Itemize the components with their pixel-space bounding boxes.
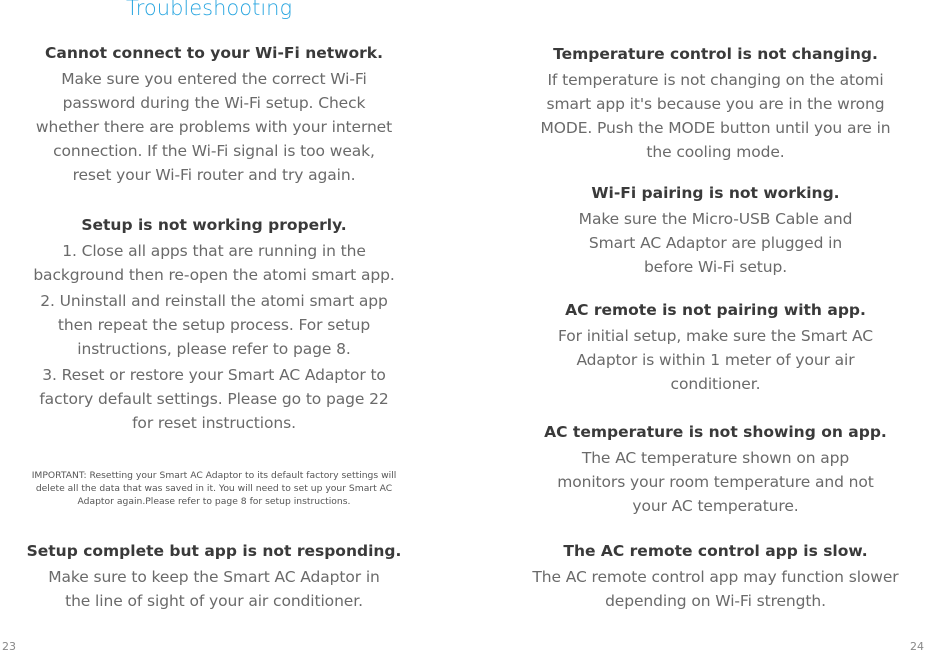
section-app-not-responding — [0, 540, 428, 613]
section-heading: Setup complete but app is not responding. — [26, 542, 402, 560]
section-heading: Wi-Fi pairing is not working. — [591, 184, 840, 202]
section-app-slow — [505, 540, 926, 613]
section-body: If temperature is not changing on the atomi smart app it's because you are in the wrong MODE. Push the MODE button until you are in the cooling mode. — [540, 71, 891, 161]
section-heading: AC temperature is not showing on app. — [544, 423, 887, 441]
section-body: The AC remote control app may function slower depending on Wi-Fi strength. — [532, 568, 899, 610]
section-heading: AC remote is not pairing with app. — [565, 301, 866, 319]
section-body: The AC temperature shown on app monitors your room temperature and not your AC temperature. — [557, 449, 874, 515]
page-number-right: 24 — [910, 640, 924, 653]
section-heading: Temperature control is not changing. — [553, 45, 878, 63]
section-wifi-pairing — [505, 182, 926, 279]
section-body: Make sure you entered the correct Wi-Fi password during the Wi-Fi setup. Check whether there are problems with your internet connection. If the Wi-Fi signal is too weak, reset your Wi-Fi router and try again. — [35, 70, 393, 184]
section-temp-control — [505, 43, 926, 164]
important-text: IMPORTANT: Resetting your Smart AC Adaptor to its default factory settings will delete all the data that was saved in it. You will need to set up your Smart AC Adaptor again.Please refer to page 8 for setup instructions. — [31, 470, 397, 507]
setup-step-2: 2. Uninstall and reinstall the atomi smart app then repeat the setup process. For setup instructions, please refer to page 8. — [40, 292, 388, 358]
section-heading: Setup is not working properly. — [81, 216, 347, 234]
section-temp-showing — [505, 421, 926, 518]
section-heading: The AC remote control app is slow. — [563, 542, 868, 560]
section-body: Make sure to keep the Smart AC Adaptor in the line of sight of your air conditioner. — [48, 568, 380, 610]
page-number-left: 23 — [2, 640, 16, 653]
section-remote-pairing — [505, 299, 926, 396]
setup-step-1: 1. Close all apps that are running in the background then re-open the atomi smart app. — [33, 242, 395, 284]
section-body: Make sure the Micro-USB Cable and Smart AC Adaptor are plugged in before Wi-Fi setup. — [578, 210, 853, 276]
section-setup — [0, 214, 428, 435]
setup-step-3: 3. Reset or restore your Smart AC Adaptor to factory default settings. Please go to page 22 for reset instructions. — [39, 366, 389, 432]
section-body: For initial setup, make sure the Smart AC Adaptor is within 1 meter of your air conditioner. — [557, 327, 873, 393]
section-wifi-connect — [0, 42, 428, 187]
important-note — [0, 469, 428, 508]
section-heading: Cannot connect to your Wi-Fi network. — [45, 44, 383, 62]
page-title: Troubleshooting — [126, 0, 293, 20]
